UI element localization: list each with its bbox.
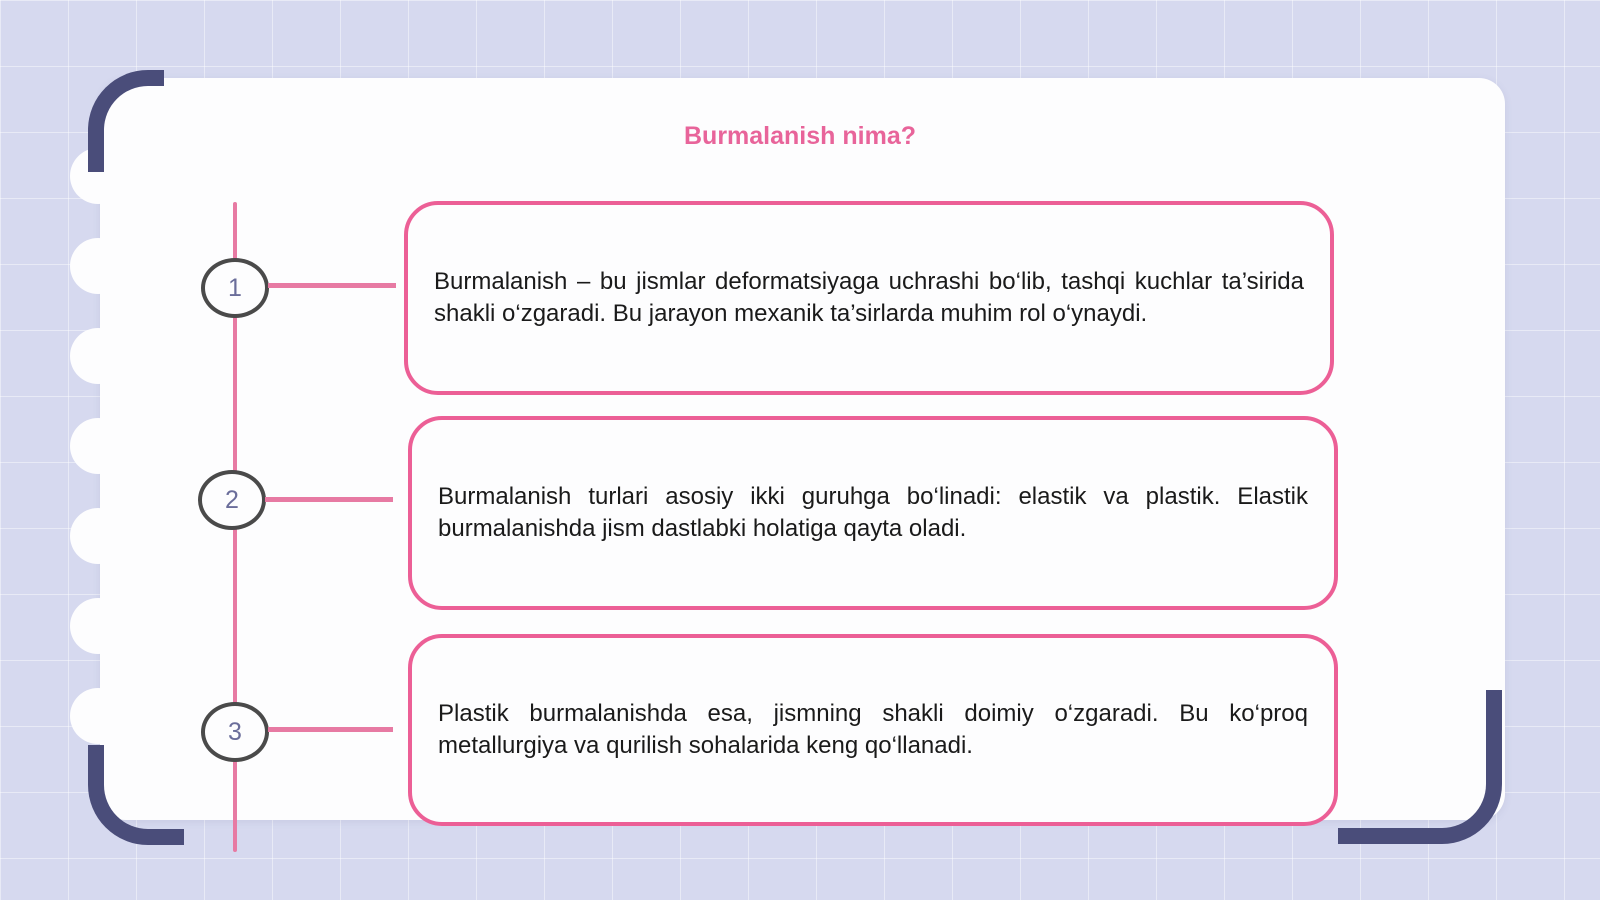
timeline-connector-1 xyxy=(268,283,396,288)
paper-scallop xyxy=(70,688,126,744)
slide-title: Burmalanish nima? xyxy=(684,122,916,150)
timeline-node-3: 3 xyxy=(201,702,269,762)
timeline-card-2 xyxy=(408,416,1338,610)
paper-scallop xyxy=(70,328,126,384)
corner-bracket-bottom-left xyxy=(88,745,184,845)
timeline-card-1-text: Burmalanish – bu jismlar deformatsiyaga uchrashi bo‘lib, tashqi kuchlar ta’sirida shakli o‘zgaradi. Bu jarayon mexanik ta’sirlarda muhim rol o‘ynaydi. xyxy=(434,268,1304,327)
timeline-connector-2 xyxy=(265,497,393,502)
timeline-card-3 xyxy=(408,634,1338,826)
timeline-node-1: 1 xyxy=(201,258,269,318)
corner-bracket-top-left xyxy=(88,70,164,172)
timeline-node-2: 2 xyxy=(198,470,266,530)
timeline-card-2-text: Burmalanish turlari asosiy ikki guruhga bo‘linadi: elastik va plastik. Elastik burmalanishda jism dastlabki holatiga qayta oladi. xyxy=(438,483,1308,542)
timeline-card-3-text: Plastik burmalanishda esa, jismning shakli doimiy o‘zgaradi. Bu ko‘proq metallurgiya va qurilish sohalarida keng qo‘llanadi. xyxy=(438,700,1308,759)
paper-scallop xyxy=(70,238,126,294)
paper-scallop xyxy=(70,598,126,654)
paper-scallop xyxy=(70,418,126,474)
corner-bracket-bottom-right xyxy=(1338,690,1502,844)
timeline-connector-3 xyxy=(268,727,393,732)
timeline-card-1 xyxy=(404,201,1334,395)
paper-scallop xyxy=(70,508,126,564)
